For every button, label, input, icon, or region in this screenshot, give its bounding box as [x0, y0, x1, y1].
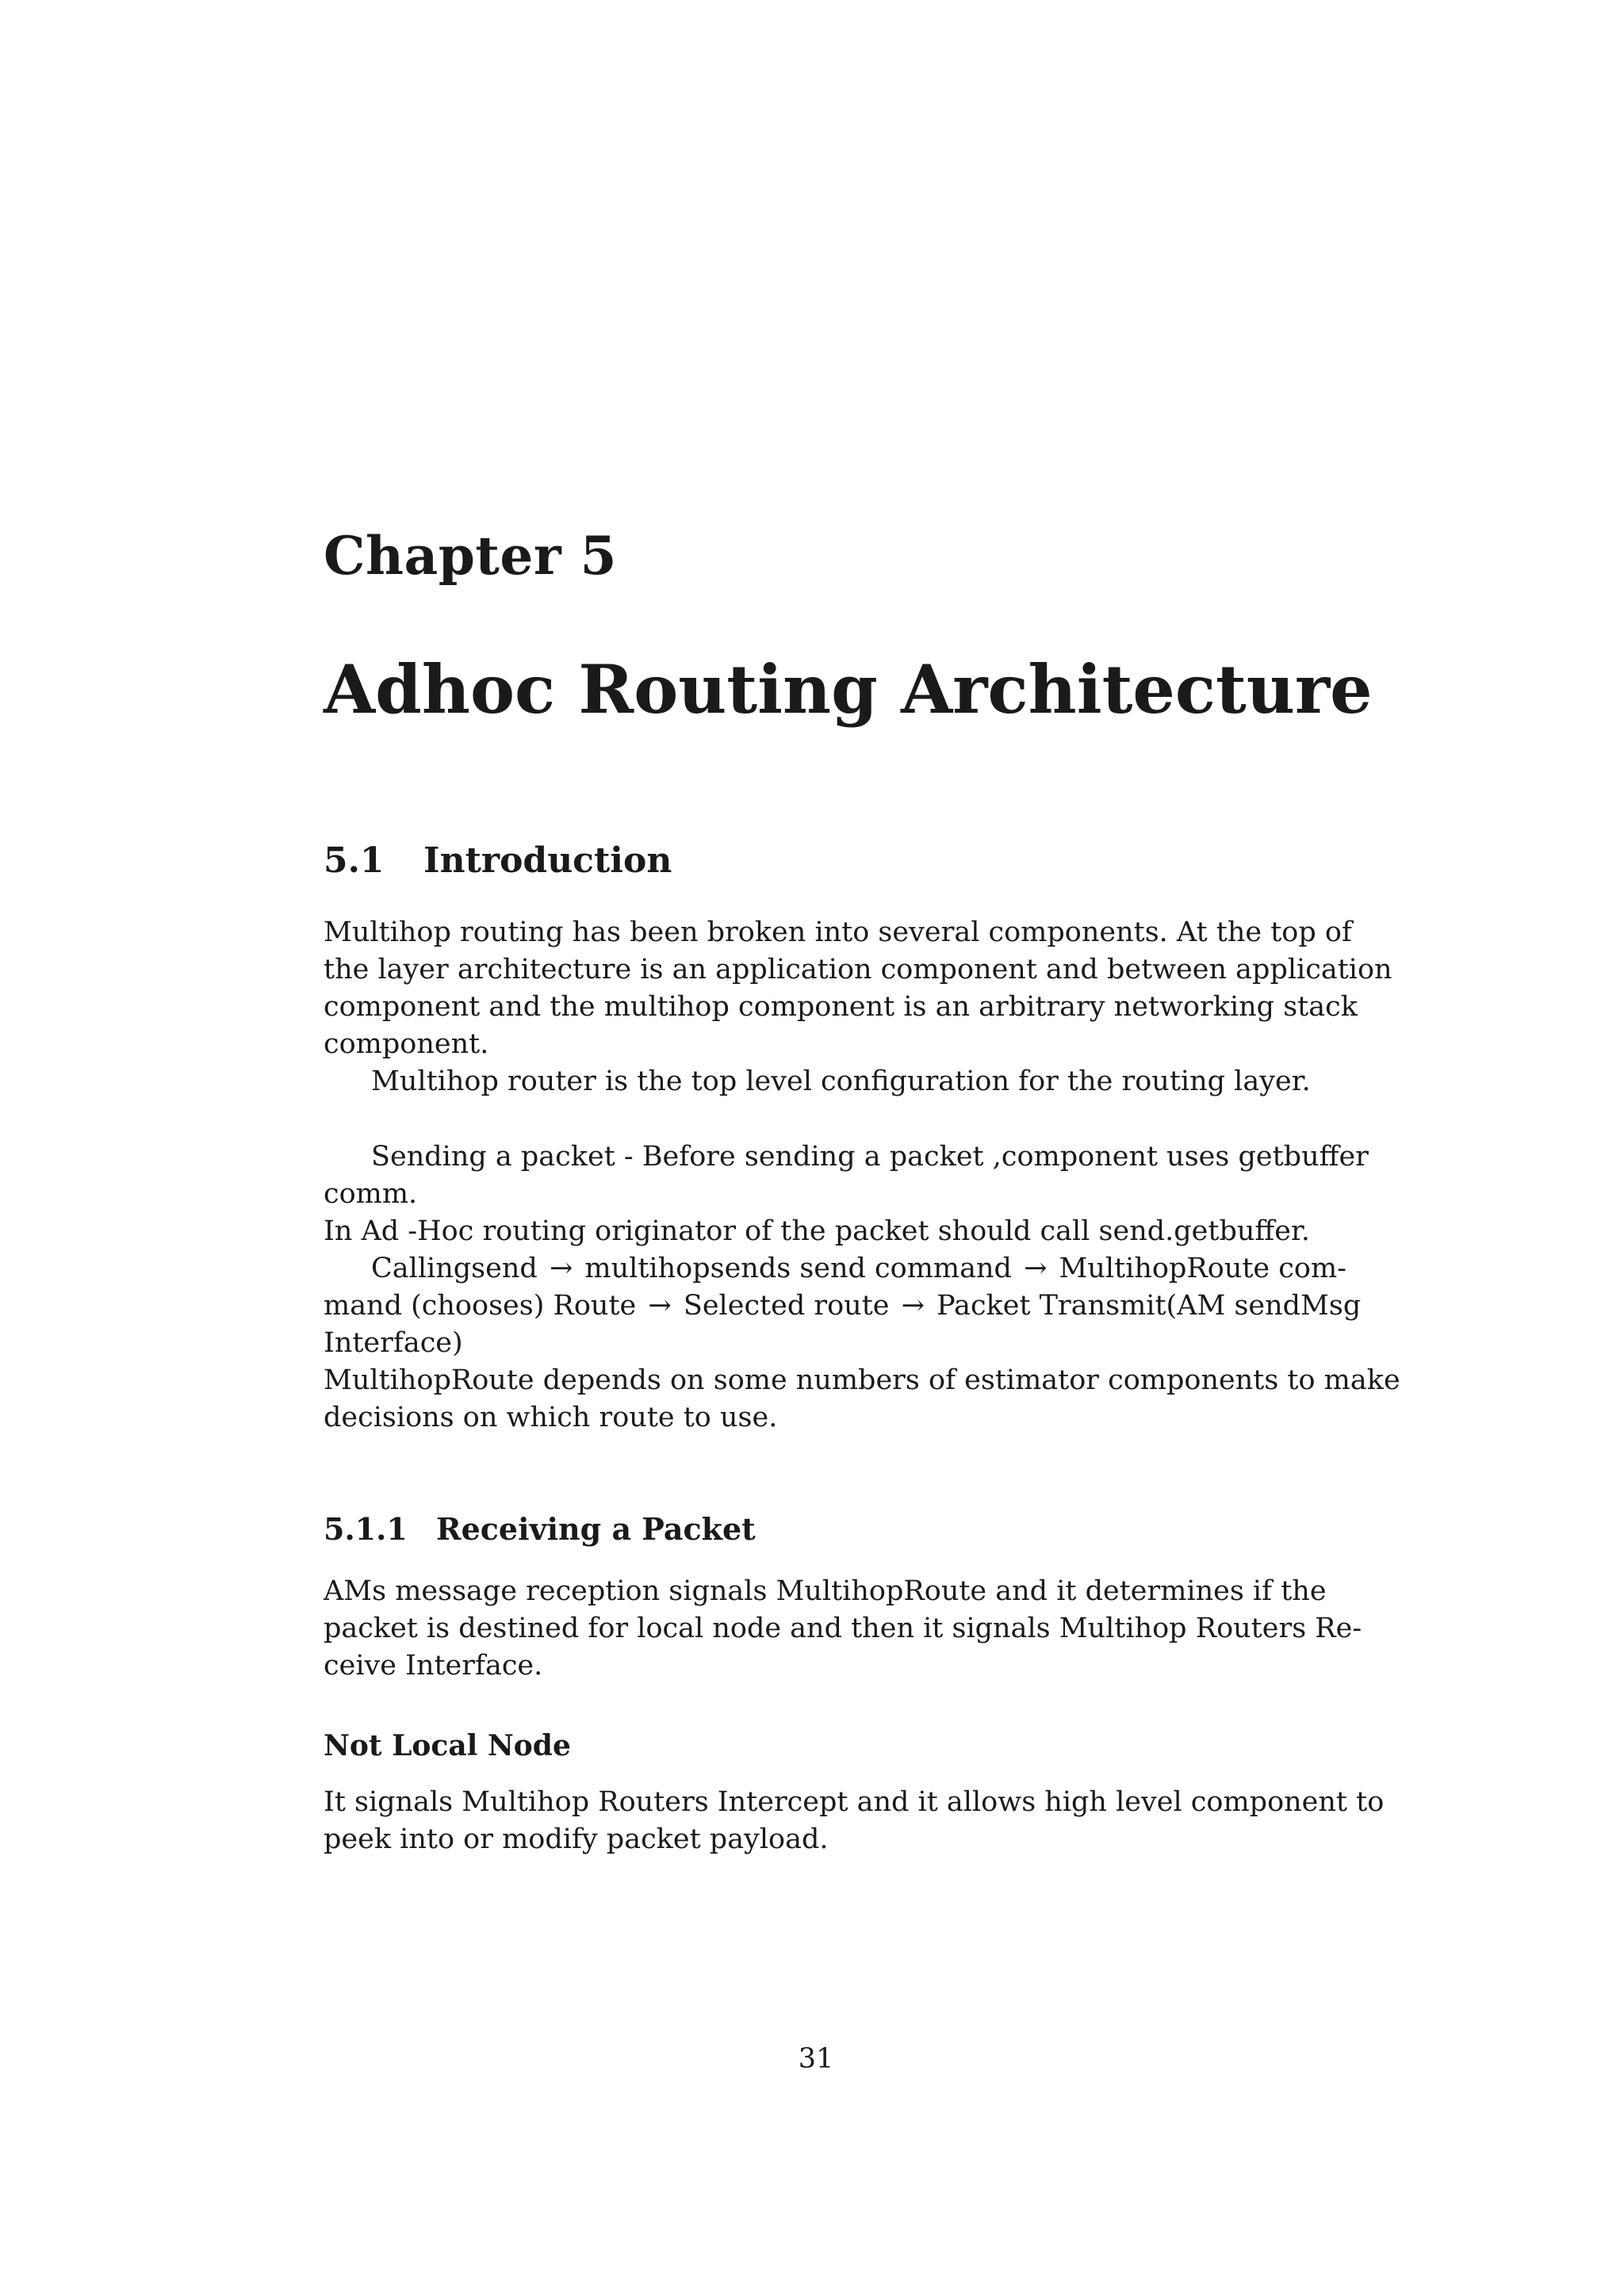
section-title: Introduction	[423, 840, 672, 881]
flow-step: mand (chooses) Route	[324, 1290, 637, 1322]
text-line: the layer architecture is an application component and between application	[324, 954, 1392, 985]
flow-line-2	[324, 1288, 1362, 1325]
flow-line-3: Interface)	[324, 1327, 463, 1359]
flow-step: multihopsends send command	[584, 1253, 1012, 1284]
flow-step: MultihopRoute com-	[1059, 1253, 1346, 1284]
right-arrow-icon: →	[1024, 1253, 1048, 1284]
right-arrow-icon: →	[549, 1253, 573, 1284]
right-arrow-icon: →	[901, 1290, 925, 1322]
text-line: component and the multihop component is an arbitrary networking stack	[324, 991, 1358, 1023]
text-line: packet is destined for local node and then it signals Multihop Routers Re-	[324, 1613, 1362, 1644]
text-line: Multihop routing has been broken into several components. At the top of	[324, 916, 1352, 948]
flow-step: Packet Transmit(AM sendMsg	[936, 1290, 1362, 1322]
section-heading	[324, 840, 672, 881]
paragraph-heading: Not Local Node	[324, 1729, 571, 1762]
sending-paragraph	[324, 1138, 1400, 1437]
flow-step: Callingsend	[371, 1253, 538, 1284]
subsection-number: 5.1.1	[324, 1511, 408, 1547]
text-line: component.	[324, 1028, 489, 1060]
not-local-node-paragraph	[324, 1784, 1385, 1858]
text-line: MultihopRoute depends on some numbers of estimator components to make	[324, 1364, 1400, 1396]
chapter-label: Chapter 5	[324, 525, 618, 587]
text-line: Multihop router is the top level configuration for the routing layer.	[371, 1066, 1311, 1097]
chapter-title: Adhoc Routing Architecture	[324, 650, 1373, 729]
text-line: ceive Interface.	[324, 1650, 543, 1682]
subsection-title: Receiving a Packet	[436, 1511, 756, 1547]
section-number: 5.1	[324, 840, 385, 881]
text-line: In Ad -Hoc routing originator of the packet should call send.getbuffer.	[324, 1215, 1310, 1247]
flow-step: Selected route	[683, 1290, 890, 1322]
text-line: peek into or modify packet payload.	[324, 1823, 829, 1855]
text-line: Sending a packet - Before sending a packet ,component uses getbuffer	[371, 1141, 1369, 1173]
text-line: comm.	[324, 1178, 418, 1210]
right-arrow-icon: →	[648, 1290, 672, 1322]
intro-paragraph	[324, 914, 1392, 1100]
flow-line-1	[324, 1250, 1346, 1288]
text-line: AMs message reception signals MultihopRoute and it determines if the	[324, 1575, 1327, 1607]
document-page	[324, 0, 1400, 2296]
text-line: decisions on which route to use.	[324, 1402, 778, 1433]
receiving-paragraph	[324, 1573, 1362, 1685]
text-line: It signals Multihop Routers Intercept and it allows high level component to	[324, 1786, 1385, 1818]
page-number: 31	[798, 2043, 834, 2075]
subsection-heading	[324, 1511, 756, 1547]
